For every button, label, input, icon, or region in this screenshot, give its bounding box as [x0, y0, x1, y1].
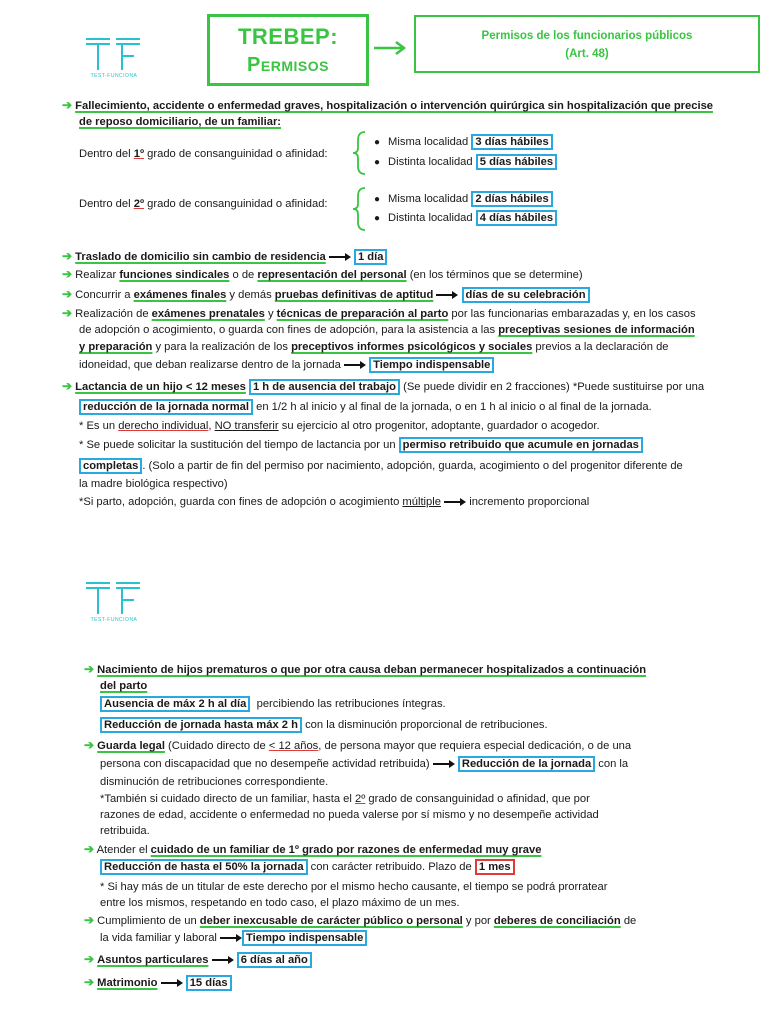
- list-item: [62, 97, 713, 114]
- text-span: grado de consanguinidad o afinidad, que por: [365, 793, 590, 805]
- logo-text: TEST-FUNCIONA: [90, 73, 138, 79]
- arrow-right-icon: [212, 956, 234, 964]
- arrow-right-icon: [433, 760, 455, 768]
- text-span: la madre biológica respectivo): [79, 478, 228, 490]
- text-span: Dentro del: [79, 198, 134, 210]
- list-item: [62, 286, 590, 303]
- arrow-icon: ➔: [62, 98, 73, 112]
- arrow-icon: ➔: [84, 842, 95, 856]
- arrow-icon: ➔: [84, 975, 95, 989]
- text-span: o de: [229, 269, 258, 281]
- text-span: 4 días hábiles: [476, 210, 557, 226]
- list-item: [84, 841, 541, 858]
- arrow-icon: ➔: [84, 913, 95, 927]
- text-span: su ejercicio al otro progenitor, adoptante, guardador o acogedor.: [278, 420, 600, 432]
- text-span: Concurrir a: [75, 289, 134, 301]
- list-item-cont: [79, 114, 281, 130]
- list-item-cont: [79, 437, 643, 453]
- arrow-icon: ➔: [84, 662, 95, 676]
- text-span: * Es un: [79, 420, 119, 432]
- text-span: derecho individual: [118, 420, 209, 432]
- arrow-icon: ➔: [62, 267, 73, 281]
- text-span: Misma localidad: [388, 193, 469, 205]
- text-span: Lactancia de un hijo < 12 meses: [75, 381, 246, 393]
- text-span: y: [264, 308, 277, 320]
- text-span: días de su celebración: [462, 287, 590, 303]
- list-item: [84, 661, 646, 678]
- text-span: Dentro del: [79, 148, 134, 160]
- arrow-icon: ➔: [62, 249, 73, 263]
- brace-icon: [352, 186, 368, 232]
- text-span: *Si parto, adopción, guarda con fines de adopción o acogimiento: [79, 496, 403, 508]
- page-title: TREBEP:: [237, 24, 339, 49]
- text-span: Distinta localidad: [388, 156, 473, 168]
- text-span: Atender el: [96, 844, 151, 856]
- logo-text: TEST-FUNCIONA: [90, 617, 138, 623]
- list-item: [62, 248, 387, 265]
- arrow-right-icon: [344, 361, 366, 369]
- text-span: *También si cuidado directo de un familiar, hasta el: [100, 793, 355, 805]
- arrow-icon: ➔: [84, 952, 95, 966]
- text-span: preceptivas sesiones de información: [498, 324, 695, 336]
- text-span: reducción de la jornada normal: [79, 399, 253, 415]
- text-span: con la: [595, 758, 629, 770]
- text-span: entre los mismos, respetando en todo caso, el plazo máximo de un mes.: [100, 897, 460, 909]
- list-item-cont: [100, 774, 328, 790]
- text-span: Misma localidad: [388, 136, 469, 148]
- text-span: en 1/2 h al inicio y al final de la jornada, o en 1 h al inicio o al final de la jornada.: [253, 401, 652, 413]
- text-span: 2º: [133, 198, 145, 210]
- text-span: retribuida.: [100, 825, 150, 837]
- list-item: [84, 912, 636, 929]
- text-span: de: [620, 915, 637, 927]
- text-span: 15 días: [186, 975, 232, 991]
- text-span: Fallecimiento, accidente o enfermedad graves, hospitalización o intervención quirúrgica sin hospitalización que precise: [75, 100, 714, 112]
- list-item-cont: [100, 879, 607, 895]
- text-span: Nacimiento de hijos prematuros o que por otra causa deban permanecer hospitalizados a continuación: [97, 664, 647, 676]
- arrow-right-icon: [220, 934, 242, 942]
- list-item-cont: [79, 322, 695, 338]
- text-span: pruebas definitivas de aptitud: [274, 289, 434, 301]
- text-span: Tiempo indispensable: [369, 357, 494, 373]
- text-span: Tiempo indispensable: [242, 930, 367, 946]
- text-span: 1º: [133, 148, 145, 160]
- text-span: y demás: [226, 289, 275, 301]
- text-span: deber inexcusable de carácter público o personal: [199, 915, 463, 927]
- list-item-cont: [100, 807, 599, 823]
- text-span: razones de edad, accidente o enfermedad no pueda valerse por sí mismo y no desempeñe actividad: [100, 809, 599, 821]
- title-box: [207, 14, 369, 86]
- list-item-cont: [79, 357, 494, 373]
- text-span: cuidado de un familiar de 1º grado por razones de enfermedad muy grave: [150, 844, 542, 856]
- list-item-cont: [79, 494, 589, 510]
- logo-mark-icon: [84, 36, 142, 72]
- arrow-right-icon: [436, 291, 458, 299]
- list-item: [62, 266, 583, 283]
- list-item-cont: [100, 791, 590, 807]
- logo: [84, 580, 144, 623]
- text-span: < 12 años: [268, 740, 319, 752]
- list-item: [84, 951, 312, 968]
- text-span: Reducción de la jornada: [458, 756, 595, 772]
- text-span: y por: [462, 915, 494, 927]
- text-span: la vida familiar y laboral: [100, 932, 217, 944]
- text-span: 2º: [354, 793, 366, 805]
- text-span: incremento proporcional: [469, 496, 590, 508]
- text-span: 1 día: [354, 249, 388, 265]
- text-span: de adopción o acogimiento, o guarda con fines de adopción, para la asistencia a las: [79, 324, 499, 336]
- text-span: Reducción de jornada hasta máx 2 h: [100, 717, 302, 733]
- list-item: [62, 305, 696, 322]
- arrow-icon: ➔: [62, 379, 73, 393]
- text-span: 3 días hábiles: [471, 134, 552, 150]
- text-span: previos a la declaración de: [532, 341, 669, 353]
- text-span: del parto: [100, 680, 148, 692]
- text-span: , de persona mayor que requiera especial dedicación, o de una: [318, 740, 632, 752]
- text-span: Distinta localidad: [388, 212, 473, 224]
- text-span: preceptivos informes psicológicos y sociales: [291, 341, 533, 353]
- text-span: (Se puede dividir en 2 fracciones) *Puede sustituirse por una: [399, 381, 705, 393]
- text-span: Realización de: [75, 308, 152, 320]
- text-span: representación del personal: [257, 269, 407, 281]
- text-span: ,: [208, 420, 215, 432]
- bullet-icon: ●: [374, 194, 381, 205]
- list-item-cont: [100, 756, 628, 772]
- list-item-cont: [100, 930, 367, 946]
- text-span: (Cuidado directo de: [164, 740, 269, 752]
- text-span: Guarda legal: [97, 740, 165, 752]
- option-row: [374, 154, 557, 171]
- list-item: [62, 378, 704, 395]
- page-title-line2: Permisos: [247, 54, 329, 76]
- arrow-right-icon: [329, 253, 351, 261]
- text-span: (en los términos que se determine): [406, 269, 583, 281]
- option-row: [374, 134, 553, 151]
- list-item-cont: [79, 458, 683, 474]
- text-span: completas: [79, 458, 142, 474]
- text-span: funciones sindicales: [119, 269, 230, 281]
- text-span: con carácter retribuido. Plazo de: [307, 861, 475, 873]
- text-span: * Se puede solicitar la sustitución del tiempo de lactancia por un: [79, 439, 399, 451]
- title-arrow-icon: [372, 40, 412, 56]
- list-item-cont: [100, 696, 446, 712]
- list-item-cont: [100, 678, 147, 694]
- text-span: . (Solo a partir de fin del permiso por nacimiento, adopción, guarda, acogimiento o del progenitor diferente de: [142, 460, 683, 472]
- text-span: y preparación: [79, 341, 153, 353]
- text-span: 2 días hábiles: [471, 191, 552, 207]
- text-span: permiso retribuido que acumule en jornadas: [399, 437, 643, 453]
- list-item-cont: [79, 339, 669, 355]
- list-item: [84, 974, 232, 991]
- text-span: y para la realización de los: [152, 341, 292, 353]
- text-span: Traslado de domicilio sin cambio de residencia: [75, 251, 326, 263]
- degree-2-label: [79, 196, 328, 212]
- list-item-cont: [100, 823, 150, 839]
- text-span: exámenes prenatales: [151, 308, 265, 320]
- list-item-cont: [100, 859, 515, 875]
- text-span: idoneidad, que deban realizarse dentro de la jornada: [79, 359, 341, 371]
- arrow-right-icon: [444, 498, 466, 506]
- text-span: * Si hay más de un titular de este derecho por el mismo hecho causante, el tiempo se podrá prorratear: [100, 881, 608, 893]
- text-span: Matrimonio: [97, 977, 158, 989]
- text-span: Asuntos particulares: [97, 954, 209, 966]
- text-span: 5 días hábiles: [476, 154, 557, 170]
- text-span: grado de consanguinidad o afinidad:: [144, 198, 328, 210]
- list-item-cont: [79, 476, 228, 492]
- text-span: 1 h de ausencia del trabajo: [249, 379, 400, 395]
- list-item-cont: [100, 717, 548, 733]
- arrow-right-icon: [161, 979, 183, 987]
- list-item: [84, 737, 631, 754]
- text-span: 1 mes: [475, 859, 515, 875]
- text-span: por las funcionarias embarazadas y, en los casos: [448, 308, 696, 320]
- arrow-icon: ➔: [84, 738, 95, 752]
- list-item-cont: [100, 895, 459, 911]
- subtitle-article: (Art. 48): [565, 48, 609, 60]
- bullet-icon: ●: [374, 137, 381, 148]
- degree-1-label: [79, 146, 328, 162]
- list-item-cont: [79, 399, 652, 415]
- text-span: múltiple: [402, 496, 441, 508]
- logo: [84, 36, 144, 79]
- text-span: grado de consanguinidad o afinidad:: [144, 148, 328, 160]
- text-span: persona con discapacidad que no desempeñe actividad retribuida): [100, 758, 430, 770]
- list-item-cont: [79, 418, 600, 434]
- text-span: 6 días al año: [237, 952, 312, 968]
- text-span: Cumplimiento de un: [97, 915, 200, 927]
- text-span: con la disminución proporcional de retribuciones.: [301, 719, 548, 731]
- text-span: Ausencia de máx 2 h al día: [100, 696, 250, 712]
- subtitle-box: [414, 15, 760, 73]
- brace-icon: [352, 130, 368, 176]
- text-span: Reducción de hasta el 50% la jornada: [100, 859, 308, 875]
- text-span: de reposo domiciliario, de un familiar:: [79, 116, 282, 128]
- text-span: Realizar: [75, 269, 120, 281]
- text-span: técnicas de preparación al parto: [276, 308, 449, 320]
- logo-mark-icon: [84, 580, 142, 616]
- text-span: disminución de retribuciones correspondiente.: [100, 776, 329, 788]
- arrow-icon: ➔: [62, 306, 73, 320]
- arrow-icon: ➔: [62, 287, 73, 301]
- bullet-icon: ●: [374, 157, 381, 168]
- subtitle: Permisos de los funcionarios públicos: [481, 30, 693, 42]
- option-row: [374, 191, 553, 208]
- text-span: NO transferir: [214, 420, 279, 432]
- text-span: percibiendo las retribuciones íntegras.: [256, 698, 446, 710]
- text-span: deberes de conciliación: [493, 915, 621, 927]
- text-span: exámenes finales: [133, 289, 227, 301]
- option-row: [374, 210, 557, 227]
- bullet-icon: ●: [374, 213, 381, 224]
